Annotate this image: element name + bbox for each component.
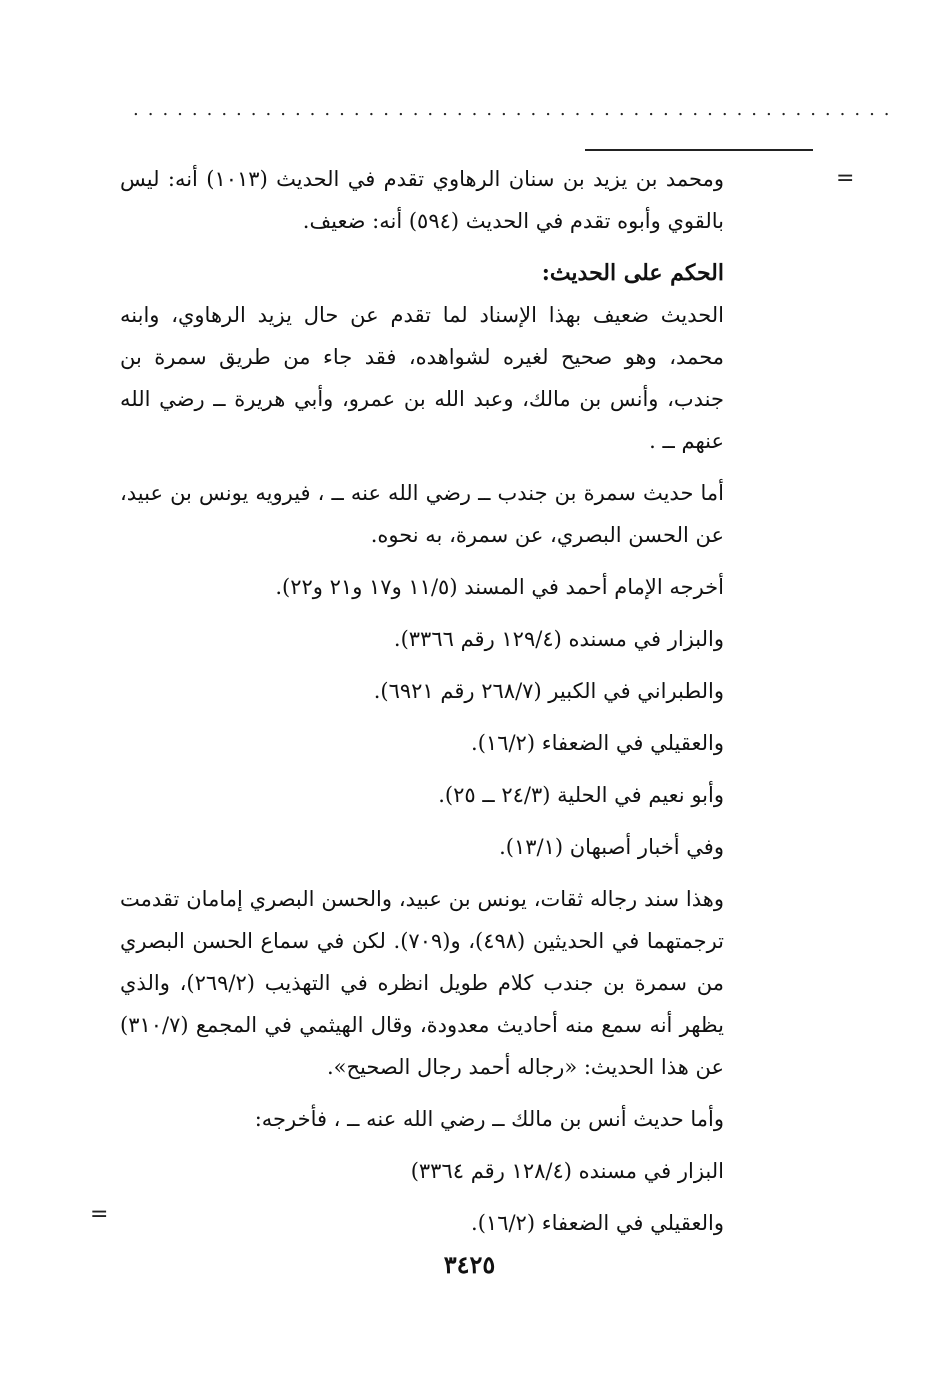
samura-intro: أما حديث سمرة بن جندب ــ رضي الله عنه ــ ، فيرويه يونس بن عبيد، عن الحسن البصري، عن سمرة، به نحوه. <box>120 481 724 547</box>
section-heading: الحكم على الحديث: <box>541 260 724 286</box>
source-line: وأبو نعيم في الحلية (٢٤/٣ ــ ٢٥). <box>438 783 724 807</box>
continuation-mark-top: = <box>836 166 855 191</box>
source-line: البزار في مسنده (١٢٨/٤ رقم ٣٣٦٤) <box>410 1159 724 1183</box>
source-line: والعقيلي في الضعفاء (١٦/٢). <box>471 731 724 755</box>
continuation-mark-bottom: = <box>90 1202 109 1227</box>
source-line: وفي أخبار أصبهان (١٣/١). <box>499 835 724 859</box>
verdict-paragraph: الحديث ضعيف بهذا الإسناد لما تقدم عن حال يزيد الرهاوي، وابنه محمد، وهو صحيح لغيره لشواهده، فقد جاء من طريق سمرة بن جندب، وأنس بن مالك، وعبد الله بن عمرو، وأبي هريرة ــ رضي الله عنهم ــ . <box>120 303 724 453</box>
source-line: والعقيلي في الضعفاء (١٦/٢). <box>471 1211 724 1235</box>
samura-assessment: وهذا سند رجاله ثقات، يونس بن عبيد، والحسن البصري إمامان تقدمت ترجمتهما في الحديثين (٤٩٨)، و(٧٠٩). لكن في سماع الحسن البصري من سمرة بن جندب كلام طويل انظره في التهذيب (٢٦٩/٢)، والذي يظهر أنه سمع منه أحاديث معدودة، وقال الهيثمي في المجمع (٣١٠/٧) عن هذا الحديث: «رجاله أحمد رجال الصحيح». <box>120 887 725 1079</box>
main-text <box>120 158 724 1254</box>
footnote-rule <box>585 149 813 151</box>
anas-intro: وأما حديث أنس بن مالك ــ رضي الله عنه ــ ، فأخرجه: <box>254 1107 724 1131</box>
dotted-separator: .................................................... <box>133 99 899 120</box>
source-line: أخرجه الإمام أحمد في المسند (١١/٥ و١٧ و٢١ و٢٢). <box>275 575 724 599</box>
footnote-continuation: ومحمد بن يزيد بن سنان الرهاوي تقدم في الحديث (١٠١٣) أنه: ليس بالقوي وأبوه تقدم في الحديث (٥٩٤) أنه: ضعيف. <box>120 167 724 233</box>
page-number: ٣٤٢٥ <box>443 1250 496 1279</box>
source-line: والطبراني في الكبير (٢٦٨/٧ رقم ٦٩٢١). <box>373 679 724 703</box>
source-line: والبزار في مسنده (١٢٩/٤ رقم ٣٣٦٦). <box>393 627 724 651</box>
